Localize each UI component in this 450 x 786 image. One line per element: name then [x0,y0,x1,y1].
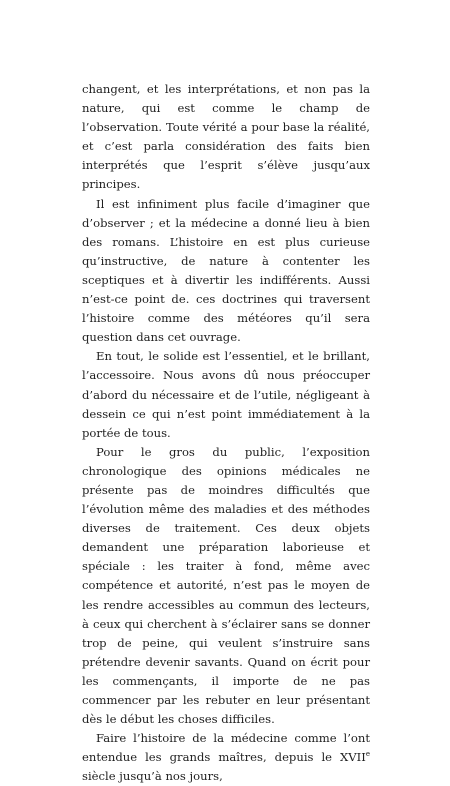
paragraph-5 [82,729,370,786]
paragraph-3: En tout, le solide est l’essentiel, et le brillant, l’accessoire. Nous avons dû nous préoccuper d’abord du nécessaire et de l’utile, négligeant à dessein ce qui n’est point immédiatement à la portée de tous. [82,349,370,440]
paragraph-4: Pour le gros du public, l’exposition chronologique des opinions médicales ne présente pas de moindres difficultés que l’évolution même des maladies et des méthodes diverses de traitement. Ces deux objets demandent une préparation laborieuse et spéciale : les traiter à fond, même avec compétence et autorité, n’est pas le moyen de les rendre accessibles au commun des lecteurs, à ceux qui cherchent à s’éclairer sans se donner trop de peine, qui veulent s’instruire sans prétendre devenir savants. Quand on écrit pour les commençants, il importe de ne pas commencer par les rebuter en leur présentant dès le début les choses difficiles. [82,444,370,727]
paragraph-5-after: siècle jusqu’à nos jours, [82,769,223,784]
paragraph-5-before: Faire l’histoire de la médecine comme l’ont entendue les grands maîtres, depuis le XVII [82,731,370,765]
century-superscript: e [365,750,370,759]
paragraph-1: changent, et les interprétations, et non pas la nature, qui est comme le champ de l’observation. Toute vérité a pour base la réalité, et c’est parla considération des faits bien interprétés que l’esprit s’élève jusqu’aux principes. [82,82,370,192]
page-text-block [82,80,370,786]
paragraph-2: Il est infiniment plus facile d’imaginer que d’observer ; et la médecine a donné lieu à bien des romans. L’histoire en est plus curieuse qu’instructive, de nature à contenter les sceptiques et à divertir les indifférents. Aussi n’est-ce point de. ces doctrines qui traversent l’histoire comme des météores qu’il sera question dans cet ouvrage. [82,196,370,345]
